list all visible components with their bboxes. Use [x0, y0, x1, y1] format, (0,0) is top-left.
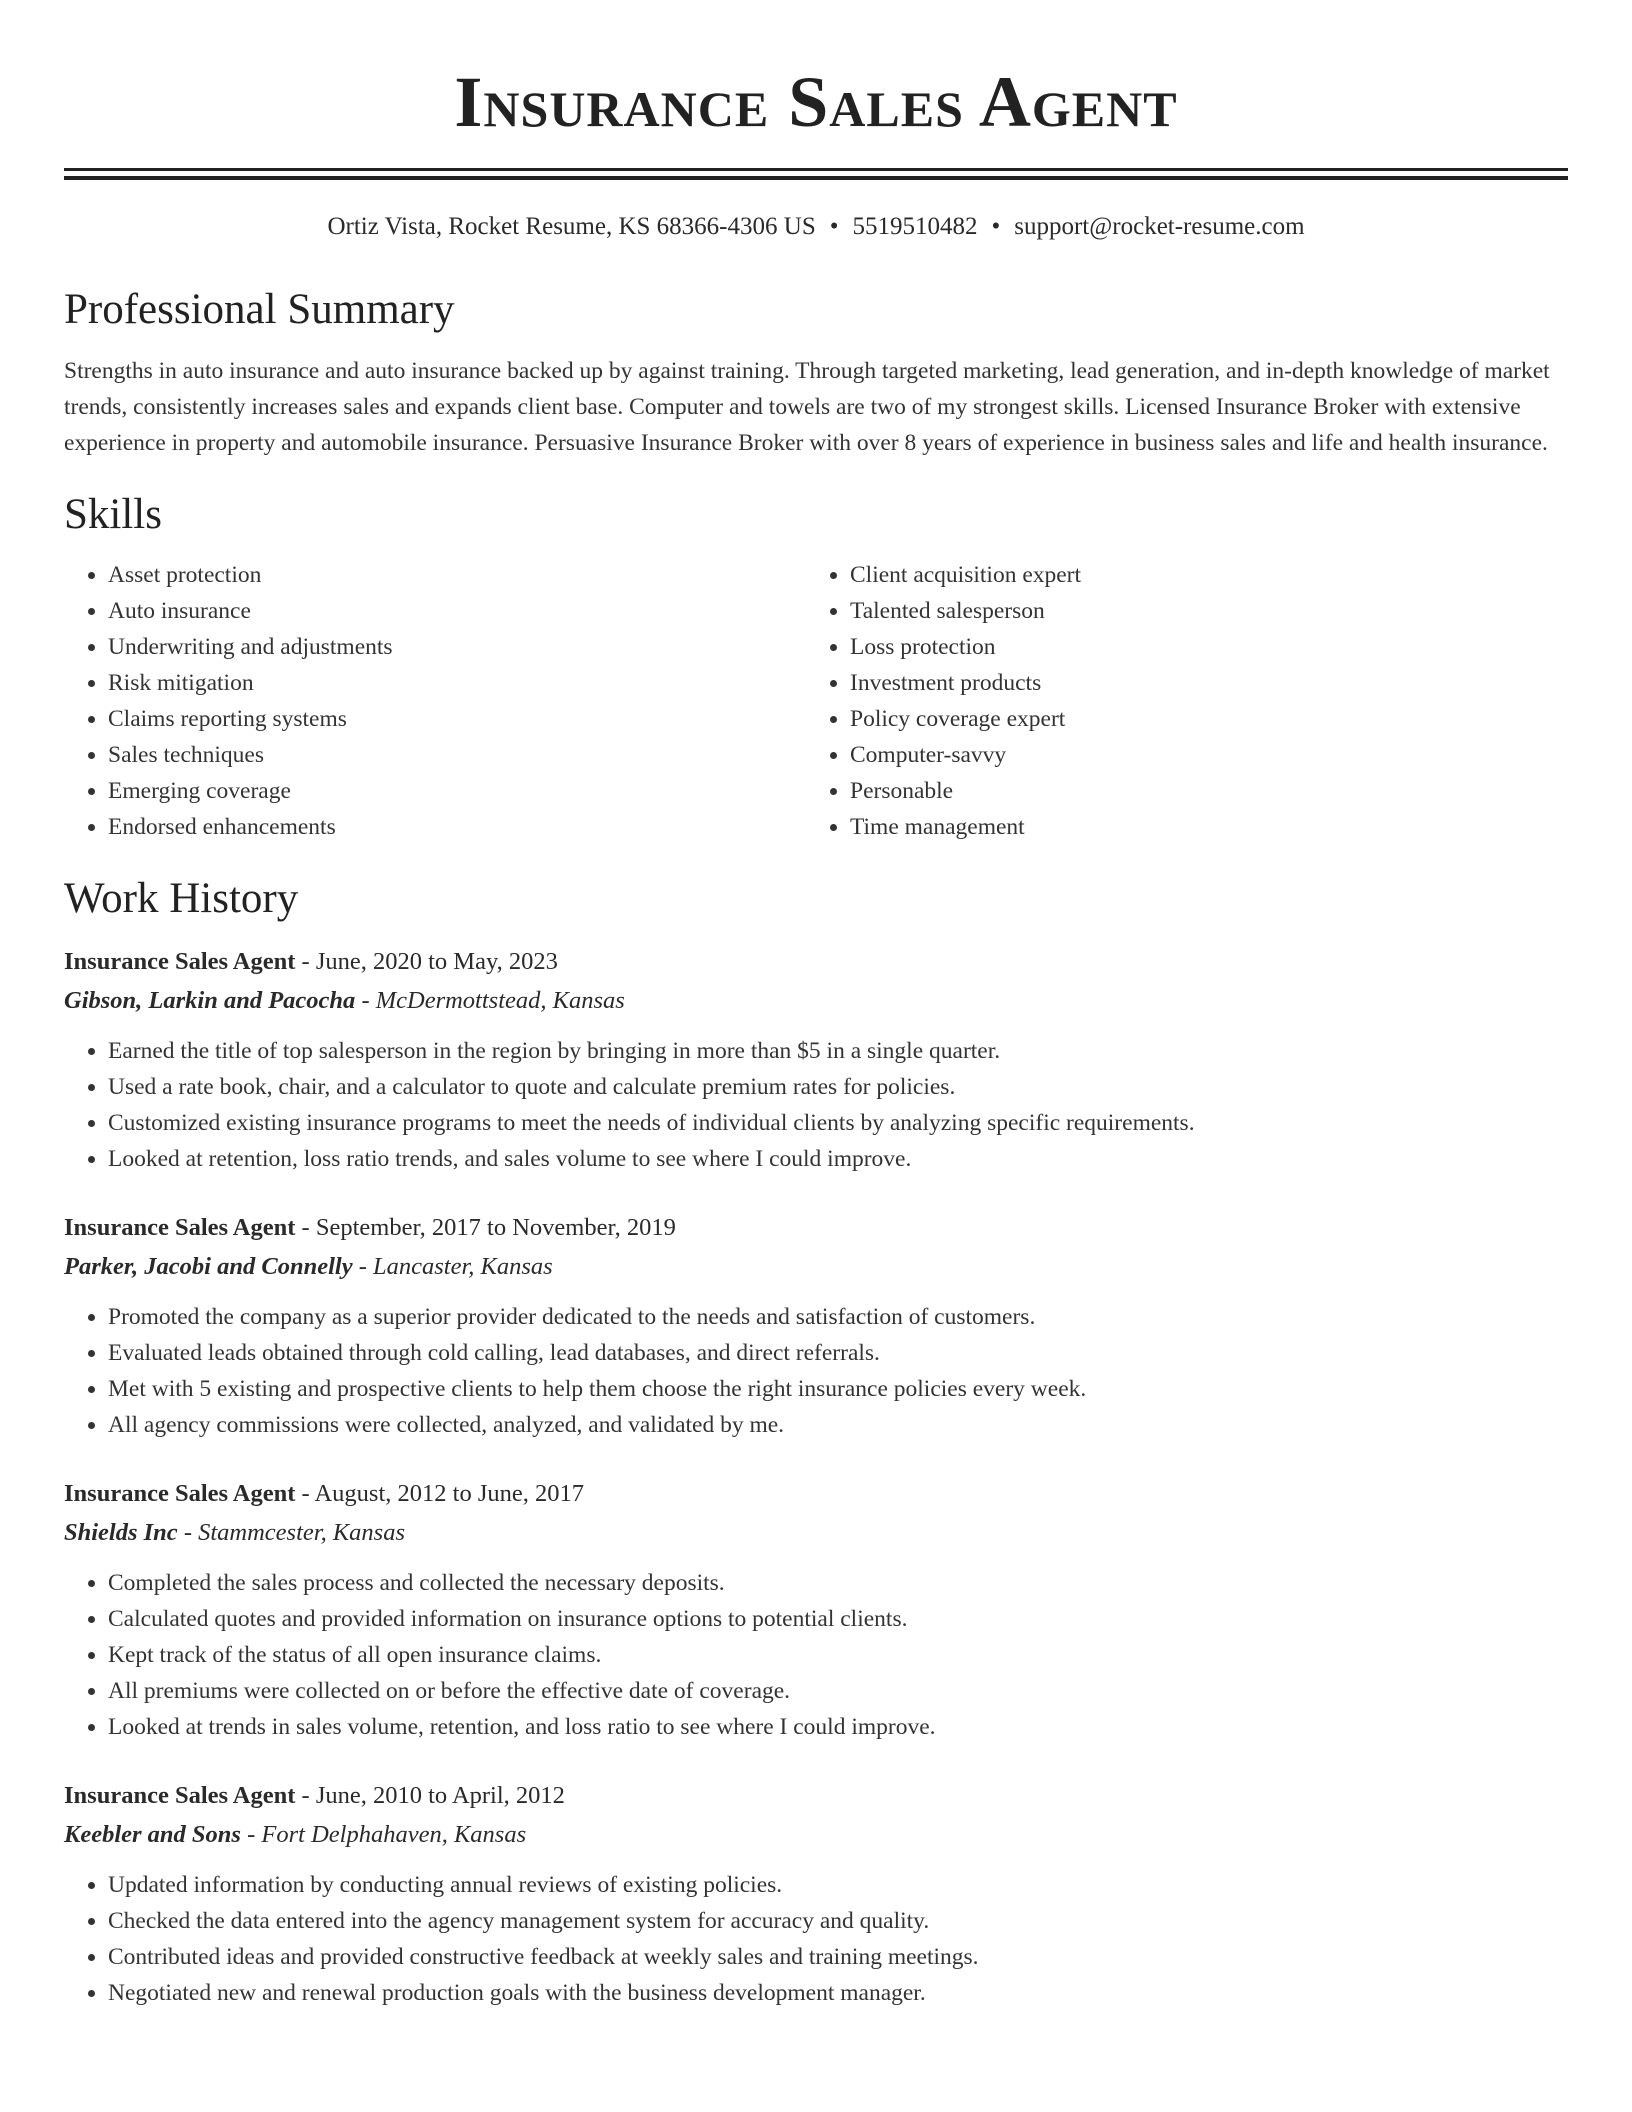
job-company: Keebler and Sons — [64, 1821, 241, 1848]
job-company-line — [64, 1815, 1568, 1855]
skill-item: • Risk mitigation — [108, 665, 806, 701]
job-dates: August, 2012 to June, 2017 — [314, 1480, 584, 1507]
job-bullet: • Used a rate book, chair, and a calculator to quote and calculate premium rates for policies. — [108, 1069, 1568, 1105]
job-bullet: • Completed the sales process and collected the necessary deposits. — [108, 1565, 1568, 1601]
job-bullet: • Promoted the company as a superior provider dedicated to the needs and satisfaction of customers. — [108, 1299, 1568, 1335]
job-dash: - — [177, 1519, 199, 1546]
job-bullet: • Evaluated leads obtained through cold calling, lead databases, and direct referrals. — [108, 1335, 1568, 1371]
skill-item: • Underwriting and adjustments — [108, 629, 806, 665]
skills-list-right — [806, 557, 1548, 845]
job-title-line — [64, 1475, 1568, 1513]
contact-separator: • — [991, 213, 1001, 240]
contact-email: support@rocket-resume.com — [1014, 213, 1305, 240]
skills-columns — [64, 557, 1568, 845]
job-role: Insurance Sales Agent — [64, 1782, 296, 1809]
contact-line — [64, 210, 1568, 244]
skill-item: • Endorsed enhancements — [108, 809, 806, 845]
skill-item: • Loss protection — [850, 629, 1548, 665]
work-history-heading: Work History — [64, 875, 299, 922]
skill-item: • Sales techniques — [108, 737, 806, 773]
skill-item: • Computer-savvy — [850, 737, 1548, 773]
job-entry — [64, 1777, 1568, 2011]
job-bullet: • All agency commissions were collected, analyzed, and validated by me. — [108, 1407, 1568, 1443]
job-bullet: • All premiums were collected on or before the effective date of coverage. — [108, 1673, 1568, 1709]
contact-separator: • — [829, 213, 839, 240]
skill-item: • Investment products — [850, 665, 1548, 701]
job-title-line — [64, 1777, 1568, 1815]
job-company-line — [64, 1247, 1568, 1287]
job-company: Gibson, Larkin and Pacocha — [64, 987, 356, 1014]
job-title-line — [64, 943, 1568, 981]
job-bullet: • Checked the data entered into the agency management system for accuracy and quality. — [108, 1903, 1568, 1939]
job-location: Lancaster, Kansas — [373, 1253, 553, 1280]
job-bullet: • Looked at retention, loss ratio trends, and sales volume to see where I could improve. — [108, 1141, 1568, 1177]
skill-item: • Claims reporting systems — [108, 701, 806, 737]
skill-item: • Policy coverage expert — [850, 701, 1548, 737]
job-location: Stammcester, Kansas — [198, 1519, 405, 1546]
skill-item: • Auto insurance — [108, 593, 806, 629]
header-double-rule — [64, 168, 1568, 180]
job-bullets — [64, 1867, 1568, 2011]
job-role: Insurance Sales Agent — [64, 1480, 296, 1507]
job-bullet: • Updated information by conducting annual reviews of existing policies. — [108, 1867, 1568, 1903]
job-dash: - — [352, 1253, 373, 1280]
summary-text: Strengths in auto insurance and auto insurance backed up by against training. Through targeted marketing, lead generation, and in-depth knowledge of market trends, consistently increases sales and expands client base. Computer and towels are two of my strongest skills. Licensed Insurance Broker with extensive experience in property and automobile insurance. Persuasive Insurance Broker with over 8 years of experience in business sales and life and health insurance. — [64, 358, 1550, 456]
skills-heading: Skills — [64, 491, 162, 538]
skill-item: • Time management — [850, 809, 1548, 845]
job-dash: - — [240, 1821, 262, 1848]
skill-item: • Emerging coverage — [108, 773, 806, 809]
job-dash: - — [295, 1214, 316, 1241]
job-bullet: • Customized existing insurance programs to meet the needs of individual clients by analyzing specific requirements. — [108, 1105, 1568, 1141]
job-dates: June, 2010 to April, 2012 — [315, 1782, 565, 1809]
job-bullets — [64, 1299, 1568, 1443]
job-company-line — [64, 1513, 1568, 1553]
job-dates: June, 2020 to May, 2023 — [315, 948, 558, 975]
skill-item: • Client acquisition expert — [850, 557, 1548, 593]
job-company-line — [64, 981, 1568, 1021]
job-dash: - — [295, 948, 316, 975]
job-bullet: • Contributed ideas and provided constructive feedback at weekly sales and training meetings. — [108, 1939, 1568, 1975]
job-entry — [64, 943, 1568, 1177]
job-dash: - — [295, 1480, 315, 1507]
job-title-line — [64, 1209, 1568, 1247]
job-bullets — [64, 1033, 1568, 1177]
job-dash: - — [355, 987, 376, 1014]
job-entry — [64, 1475, 1568, 1745]
job-role: Insurance Sales Agent — [64, 948, 296, 975]
job-bullet: • Looked at trends in sales volume, retention, and loss ratio to see where I could improve. — [108, 1709, 1568, 1745]
contact-address: Ortiz Vista, Rocket Resume, KS 68366-4306 US — [327, 213, 816, 240]
contact-phone: 5519510482 — [852, 213, 978, 240]
job-entry — [64, 1209, 1568, 1443]
summary-heading: Professional Summary — [64, 286, 455, 333]
job-bullet: • Negotiated new and renewal production goals with the business development manager. — [108, 1975, 1568, 2011]
job-company: Parker, Jacobi and Connelly — [64, 1253, 353, 1280]
job-bullet: • Earned the title of top salesperson in the region by bringing in more than $5 in a single quarter. — [108, 1033, 1568, 1069]
job-location: Fort Delphahaven, Kansas — [261, 1821, 527, 1848]
job-bullet: • Calculated quotes and provided information on insurance options to potential clients. — [108, 1601, 1568, 1637]
job-role: Insurance Sales Agent — [64, 1214, 296, 1241]
skills-list-left — [64, 557, 806, 845]
job-bullets — [64, 1565, 1568, 1745]
job-dash: - — [295, 1782, 316, 1809]
skill-item: • Talented salesperson — [850, 593, 1548, 629]
job-bullet: • Met with 5 existing and prospective clients to help them choose the right insurance policies every week. — [108, 1371, 1568, 1407]
job-bullet: • Kept track of the status of all open insurance claims. — [108, 1637, 1568, 1673]
job-location: McDermottstead, Kansas — [375, 987, 625, 1014]
job-dates: September, 2017 to November, 2019 — [315, 1214, 676, 1241]
resume-title: Insurance Sales Agent — [454, 62, 1178, 142]
skill-item: • Personable — [850, 773, 1548, 809]
skill-item: • Asset protection — [108, 557, 806, 593]
job-company: Shields Inc — [64, 1519, 178, 1546]
